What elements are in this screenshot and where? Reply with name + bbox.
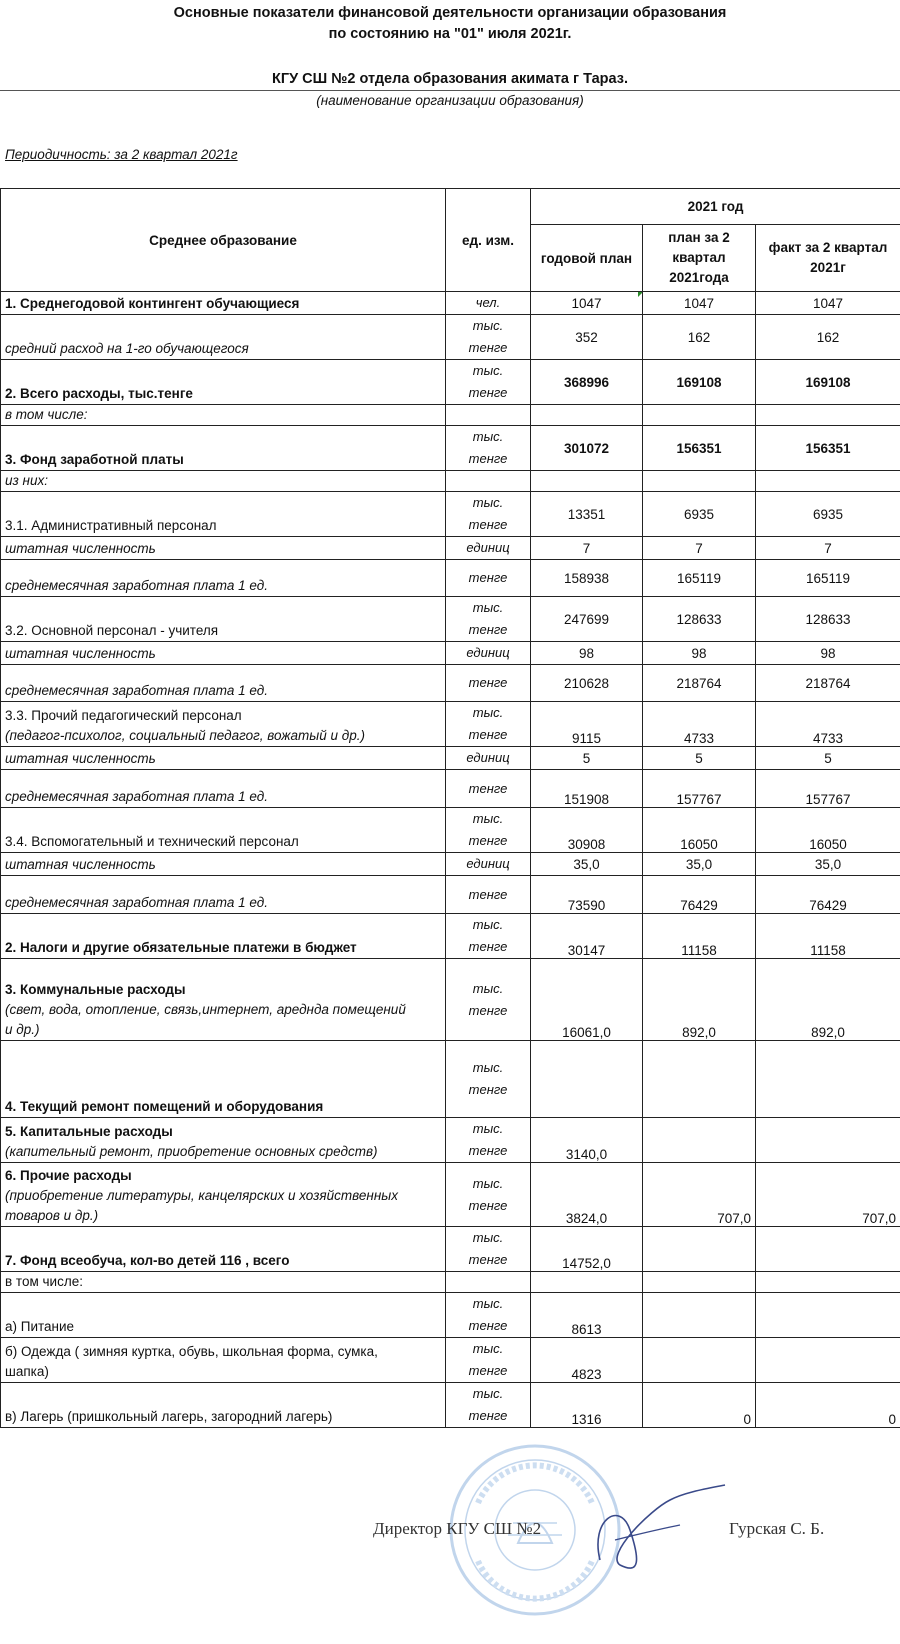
row-unit: [446, 642, 531, 665]
table-row: [1, 537, 900, 560]
row-unit: [446, 1272, 531, 1293]
row-unit-line: единиц: [466, 645, 510, 660]
row-unit: [446, 770, 531, 808]
row-label: [1, 853, 446, 876]
row-value-annual: 5: [531, 747, 643, 770]
table-row: [1, 642, 900, 665]
report-title-line1: Основные показатели финансовой деятельности организации образования: [173, 5, 727, 21]
row-unit: [446, 537, 531, 560]
row-label-line: 3. Коммунальные расходы: [5, 982, 186, 997]
row-label-line: 6. Прочие расходы: [5, 1168, 132, 1183]
row-unit: [446, 597, 531, 642]
table-row: [1, 1272, 900, 1293]
row-value-plan: 5: [643, 747, 756, 770]
row-label-line: средний расход на 1-го обучающегося: [5, 341, 249, 356]
col-header-plan-q2-line2: квартал: [672, 250, 726, 265]
row-label: [1, 426, 446, 471]
row-unit: [446, 1227, 531, 1272]
table-row: [1, 1163, 900, 1227]
signature-name: Гурская С. Б.: [729, 1519, 825, 1538]
financial-indicators-table: [0, 188, 900, 1428]
director-signature: [560, 1480, 730, 1580]
row-label: [1, 1163, 446, 1227]
table-row: [1, 360, 900, 405]
row-value-annual: 35,0: [531, 853, 643, 876]
row-unit: [446, 1338, 531, 1383]
row-value-fact: [756, 1041, 900, 1118]
row-unit-line: тыс.: [472, 429, 504, 444]
table-row: [1, 471, 900, 492]
col-header-plan-q2-line1: план за 2: [668, 230, 730, 245]
row-value-fact: 218764: [756, 665, 900, 702]
row-value-plan: [643, 1227, 756, 1272]
row-value-plan: [643, 1293, 756, 1338]
row-label-line: среднемесячная заработная плата 1 ед.: [5, 578, 268, 593]
row-value-plan: 165119: [643, 560, 756, 597]
row-unit: [446, 853, 531, 876]
row-unit-line: тенге: [468, 727, 508, 742]
row-unit-line: тенге: [468, 1318, 508, 1333]
row-value-annual: 301072: [531, 426, 643, 471]
row-label-line: 3.2. Основной персонал - учителя: [5, 623, 219, 638]
row-unit: [446, 1118, 531, 1163]
row-label-line: среднемесячная заработная плата 1 ед.: [5, 683, 268, 698]
row-unit-line: тенге: [468, 939, 508, 954]
row-label: [1, 292, 446, 315]
row-label: [1, 560, 446, 597]
row-unit-line: тыс.: [472, 495, 504, 510]
report-title-line2: по состоянию на "01" июля 2021г.: [328, 26, 572, 42]
row-unit-line: тенге: [468, 675, 508, 690]
row-label-line: 3.3. Прочий педагогический персонал: [5, 708, 242, 723]
table-row: [1, 747, 900, 770]
row-label-line: штатная численность: [5, 857, 156, 872]
row-value-fact: 16050: [756, 808, 900, 853]
table-row: [1, 1041, 900, 1118]
table-row: [1, 876, 900, 914]
row-value-annual: 7: [531, 537, 643, 560]
row-unit-line: тенге: [468, 780, 508, 796]
row-label-line: и др.): [5, 1022, 40, 1037]
row-value-fact: 35,0: [756, 853, 900, 876]
row-value-annual: [531, 405, 643, 426]
row-unit-line: тыс.: [472, 1175, 504, 1191]
table-row: [1, 426, 900, 471]
row-label: [1, 1118, 446, 1163]
row-unit-line: тенге: [468, 1143, 508, 1158]
row-value-annual: 14752,0: [531, 1227, 643, 1272]
row-label-line: среднемесячная заработная плата 1 ед.: [5, 789, 268, 804]
row-unit-line: тыс.: [472, 980, 504, 996]
row-value-plan: 35,0: [643, 853, 756, 876]
row-unit: [446, 808, 531, 853]
row-value-annual: 16061,0: [531, 959, 643, 1041]
organization-underline: [0, 90, 900, 91]
table-row: [1, 853, 900, 876]
row-value-fact: 169108: [756, 360, 900, 405]
row-unit-line: тенге: [468, 570, 508, 585]
row-value-annual: 13351: [531, 492, 643, 537]
row-label: [1, 1227, 446, 1272]
row-unit-line: тыс.: [472, 705, 504, 720]
row-unit: [446, 471, 531, 492]
table-row: [1, 665, 900, 702]
row-unit-line: тыс.: [472, 1121, 504, 1136]
table-row: [1, 292, 900, 315]
row-value-fact: 6935: [756, 492, 900, 537]
row-unit: [446, 1163, 531, 1227]
row-value-fact: [756, 1272, 900, 1293]
row-unit: [446, 959, 531, 1041]
table-row: [1, 914, 900, 959]
row-unit-line: тенге: [468, 517, 508, 532]
row-unit-line: тенге: [468, 1363, 508, 1378]
row-label-line: а) Питание: [5, 1319, 75, 1334]
row-label: [1, 1041, 446, 1118]
row-value-annual: 30147: [531, 914, 643, 959]
row-label: [1, 914, 446, 959]
row-unit-line: тыс.: [472, 1341, 504, 1356]
row-unit: [446, 1383, 531, 1428]
row-label-line: 2. Всего расходы, тыс.тенге: [5, 386, 193, 401]
row-label-line: штатная численность: [5, 646, 156, 661]
col-header-plan-q2-line3: 2021года: [669, 270, 729, 285]
row-value-fact: 11158: [756, 914, 900, 959]
row-label-line: в том числе:: [5, 1274, 83, 1289]
col-header-plan-q2: [643, 225, 756, 292]
row-unit: [446, 292, 531, 315]
row-unit-line: тенге: [468, 340, 508, 355]
row-value-plan: [643, 405, 756, 426]
row-unit: [446, 426, 531, 471]
table-row: [1, 1338, 900, 1383]
row-label-line: б) Одежда ( зимняя куртка, обувь, школьная форма, сумка,: [5, 1344, 378, 1359]
row-value-fact: 165119: [756, 560, 900, 597]
row-value-annual: 3140,0: [531, 1118, 643, 1163]
row-value-fact: 892,0: [756, 959, 900, 1041]
row-unit-line: тенге: [468, 1002, 508, 1018]
row-value-fact: [756, 405, 900, 426]
row-value-plan: 7: [643, 537, 756, 560]
row-value-plan: 157767: [643, 770, 756, 808]
row-unit: [446, 702, 531, 747]
row-unit: [446, 315, 531, 360]
table-row: [1, 1227, 900, 1272]
row-label-line: (педагог-психолог, социальный педагог, вожатый и др.): [5, 728, 365, 743]
row-value-fact: 1047: [756, 292, 900, 315]
row-unit-line: тенге: [468, 1197, 508, 1213]
row-value-plan: [643, 1272, 756, 1293]
row-label: [1, 808, 446, 853]
row-unit-line: единиц: [466, 750, 510, 765]
row-value-annual: [531, 471, 643, 492]
row-value-annual: 30908: [531, 808, 643, 853]
row-value-plan: 218764: [643, 665, 756, 702]
row-unit-line: тыс.: [472, 917, 504, 932]
row-value-plan: 0: [643, 1383, 756, 1428]
row-unit-line: чел.: [475, 295, 501, 310]
row-value-fact: [756, 1338, 900, 1383]
table-row: [1, 770, 900, 808]
row-label: [1, 492, 446, 537]
col-header-name: Среднее образование: [1, 189, 446, 292]
row-unit-line: тенге: [468, 1252, 508, 1267]
table-row: [1, 1293, 900, 1338]
table-row: [1, 492, 900, 537]
row-value-annual: 151908: [531, 770, 643, 808]
row-label-line: (капительный ремонт, приобретение основных средств): [5, 1144, 378, 1159]
row-unit-line: тыс.: [472, 600, 504, 615]
row-value-annual: 210628: [531, 665, 643, 702]
row-label: [1, 471, 446, 492]
row-value-plan: [643, 1041, 756, 1118]
periodicity: Периодичность: за 2 квартал 2021г: [5, 147, 238, 162]
row-label: [1, 1272, 446, 1293]
table-row: [1, 959, 900, 1041]
row-value-plan: 76429: [643, 876, 756, 914]
signature-title: Директор КГУ СШ №2: [373, 1519, 542, 1538]
row-unit: [446, 360, 531, 405]
row-value-annual: 158938: [531, 560, 643, 597]
row-value-fact: 128633: [756, 597, 900, 642]
row-value-fact: 4733: [756, 702, 900, 747]
row-label-line: шапка): [5, 1364, 49, 1379]
table-row: [1, 1383, 900, 1428]
row-label: [1, 642, 446, 665]
row-value-plan: 156351: [643, 426, 756, 471]
table-row: [1, 405, 900, 426]
table-row: [1, 702, 900, 747]
col-header-year: 2021 год: [531, 189, 900, 225]
row-unit-line: тыс.: [472, 1386, 504, 1401]
col-header-fact-q2-line2: 2021г: [810, 260, 846, 275]
row-value-fact: 156351: [756, 426, 900, 471]
row-label: [1, 1383, 446, 1428]
row-value-plan: 16050: [643, 808, 756, 853]
row-unit: [446, 747, 531, 770]
row-label-line: 1. Среднегодовой контингент обучающиеся: [5, 296, 300, 311]
row-label-line: из них:: [5, 473, 48, 488]
row-label-line: 5. Капитальные расходы: [5, 1124, 173, 1139]
row-unit: [446, 1041, 531, 1118]
row-value-annual: 8613: [531, 1293, 643, 1338]
row-value-annual: 1316: [531, 1383, 643, 1428]
row-unit-line: тенге: [468, 833, 508, 848]
organization-caption: (наименование организации образования): [316, 93, 584, 108]
row-label: [1, 1338, 446, 1383]
row-value-fact: 76429: [756, 876, 900, 914]
row-unit-line: тенге: [468, 622, 508, 637]
row-unit-line: тенге: [468, 1408, 508, 1423]
table-row: [1, 1118, 900, 1163]
row-value-annual: 73590: [531, 876, 643, 914]
row-value-plan: 11158: [643, 914, 756, 959]
row-label-line: среднемесячная заработная плата 1 ед.: [5, 895, 268, 910]
row-value-plan: 1047: [643, 292, 756, 315]
row-value-annual: 247699: [531, 597, 643, 642]
row-value-plan: [643, 471, 756, 492]
row-label-line: 3. Фонд заработной платы: [5, 452, 184, 467]
row-value-annual: 352: [531, 315, 643, 360]
col-header-fact-q2-line1: факт за 2 квартал: [768, 240, 888, 255]
organization-name: КГУ СШ №2 отдела образования акимата г Тараз.: [272, 71, 628, 87]
row-label-line: штатная численность: [5, 751, 156, 766]
col-header-unit: ед. изм.: [446, 189, 531, 292]
row-value-fact: 707,0: [756, 1163, 900, 1227]
row-value-plan: 128633: [643, 597, 756, 642]
row-value-plan: 4733: [643, 702, 756, 747]
row-value-fact: [756, 471, 900, 492]
row-value-plan: 6935: [643, 492, 756, 537]
row-value-plan: [643, 1118, 756, 1163]
row-unit-line: тыс.: [472, 811, 504, 826]
row-unit-line: тенге: [468, 385, 508, 400]
row-value-annual: 1047: [531, 292, 643, 315]
row-label: [1, 876, 446, 914]
row-label: [1, 537, 446, 560]
row-label: [1, 770, 446, 808]
row-value-plan: 98: [643, 642, 756, 665]
row-value-plan: [643, 1338, 756, 1383]
row-label: [1, 1293, 446, 1338]
row-unit: [446, 914, 531, 959]
row-label-line: (свет, вода, отопление, связь,интернет, ареднда помещений: [5, 1002, 406, 1017]
table-row: [1, 597, 900, 642]
row-value-plan: 707,0: [643, 1163, 756, 1227]
row-value-annual: 3824,0: [531, 1163, 643, 1227]
row-label-line: 3.1. Административный персонал: [5, 518, 217, 533]
row-unit-line: тыс.: [472, 1296, 504, 1311]
row-label-line: 3.4. Вспомогательный и технический персонал: [5, 834, 299, 849]
row-unit: [446, 492, 531, 537]
row-label-line: 2. Налоги и другие обязательные платежи в бюджет: [5, 940, 357, 955]
table-row: [1, 808, 900, 853]
row-unit-line: единиц: [466, 856, 510, 871]
row-value-annual: 4823: [531, 1338, 643, 1383]
row-value-fact: 98: [756, 642, 900, 665]
row-value-fact: [756, 1227, 900, 1272]
row-label: [1, 405, 446, 426]
row-label: [1, 702, 446, 747]
row-unit-line: тенге: [468, 451, 508, 466]
row-value-annual: [531, 1041, 643, 1118]
col-header-annual-plan: годовой план: [531, 225, 643, 292]
row-value-annual: 9115: [531, 702, 643, 747]
row-unit-line: тыс.: [472, 1060, 504, 1075]
row-value-annual: 98: [531, 642, 643, 665]
row-unit: [446, 665, 531, 702]
row-unit: [446, 405, 531, 426]
row-label-line: 7. Фонд всеобуча, кол-во детей 116 , всего: [5, 1253, 290, 1268]
row-label-line: товаров и др.): [5, 1208, 99, 1223]
row-unit-line: тыс.: [472, 1230, 504, 1245]
row-label: [1, 747, 446, 770]
row-value-fact: 157767: [756, 770, 900, 808]
row-label-line: (приобретение литературы, канцелярских и хозяйственных: [5, 1188, 398, 1203]
row-value-fact: [756, 1118, 900, 1163]
row-label: [1, 665, 446, 702]
row-label-line: в) Лагерь (пришкольный лагерь, загородний лагерь): [5, 1409, 333, 1424]
row-label: [1, 959, 446, 1041]
table-row: [1, 315, 900, 360]
row-unit-line: тыс.: [472, 318, 504, 333]
table-row: [1, 560, 900, 597]
col-header-fact-q2: [756, 225, 900, 292]
row-value-fact: 5: [756, 747, 900, 770]
row-label: [1, 315, 446, 360]
row-value-annual: [531, 1272, 643, 1293]
row-unit: [446, 876, 531, 914]
row-label: [1, 597, 446, 642]
row-value-fact: 0: [756, 1383, 900, 1428]
row-unit-line: тенге: [468, 1082, 508, 1097]
row-value-fact: 162: [756, 315, 900, 360]
row-unit: [446, 560, 531, 597]
row-value-plan: 162: [643, 315, 756, 360]
row-unit-line: тыс.: [472, 363, 504, 378]
row-unit-line: тенге: [468, 886, 508, 902]
row-value-fact: 7: [756, 537, 900, 560]
row-label-line: 4. Текущий ремонт помещений и оборудования: [5, 1099, 324, 1114]
row-value-plan: 892,0: [643, 959, 756, 1041]
row-label: [1, 360, 446, 405]
row-unit-line: единиц: [466, 540, 510, 555]
row-label-line: штатная численность: [5, 541, 156, 556]
row-unit: [446, 1293, 531, 1338]
row-value-plan: 169108: [643, 360, 756, 405]
row-label-line: в том числе:: [5, 407, 88, 422]
row-value-annual: 368996: [531, 360, 643, 405]
row-value-fact: [756, 1293, 900, 1338]
